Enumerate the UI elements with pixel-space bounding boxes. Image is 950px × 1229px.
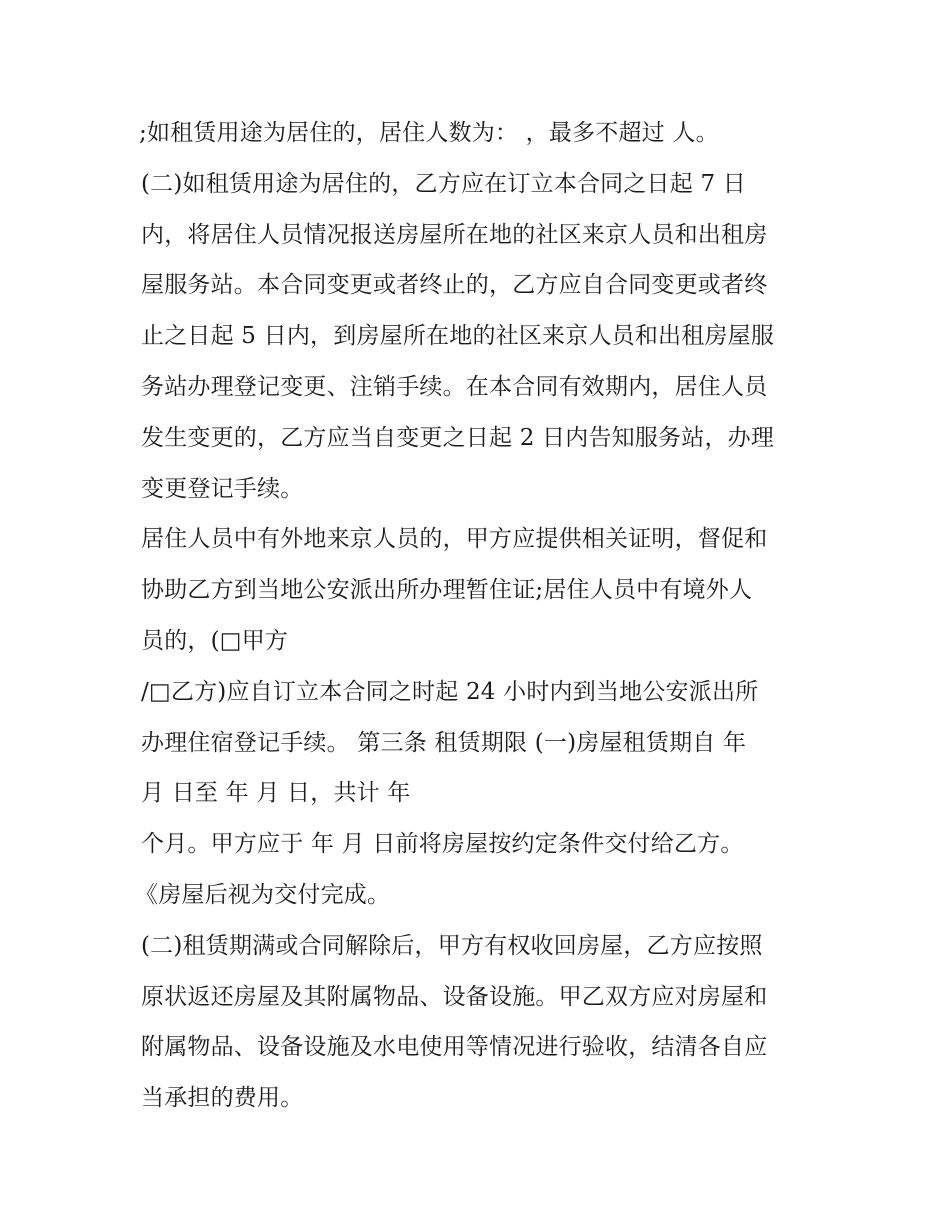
- text-line: 发生变更的，乙方应当自变更之日起 2 日内告知服务站，办理: [141, 424, 775, 451]
- text-line: 协助乙方到当地公安派出所办理暂住证;居住人员中有境外人: [141, 577, 753, 604]
- text-line: 务站办理登记变更、注销手续。在本合同有效期内，居住人员: [141, 373, 768, 400]
- text-line: 员的，(□甲方: [141, 627, 289, 654]
- text-line: ;如租赁用途为居住的，居住人数为： ，最多不超过 人。: [139, 120, 719, 146]
- text-line: (二)租赁期满或合同解除后，甲方有权收回房屋，乙方应按照: [141, 932, 763, 959]
- text-line: 原状返还房屋及其附属物品、设备设施。甲乙双方应对房屋和: [141, 983, 768, 1010]
- text-line: 内，将居住人员情况报送房屋所在地的社区来京人员和出租房: [141, 221, 768, 248]
- text-line: 个月。甲方应于 年 月 日前将房屋按约定条件交付给乙方。: [141, 831, 744, 858]
- text-line: 月 日至 年 月 日，共计 年: [141, 780, 411, 807]
- text-line: 当承担的费用。: [141, 1085, 304, 1112]
- text-line: 附属物品、设备设施及水电使用等情况进行验收，结清各自应: [141, 1034, 768, 1061]
- text-line: 屋服务站。本合同变更或者终止的，乙方应自合同变更或者终: [141, 272, 768, 299]
- text-line: 居住人员中有外地来京人员的，甲方应提供相关证明，督促和: [141, 526, 768, 553]
- text-line: (二)如租赁用途为居住的，乙方应在订立本合同之日起 7 日: [141, 170, 747, 197]
- text-line: 办理住宿登记手续。 第三条 租赁期限 (一)房屋租赁期自 年: [141, 729, 747, 756]
- text-line: 《房屋后视为交付完成。: [135, 881, 391, 908]
- text-line: 止之日起 5 日内，到房屋所在地的社区来京人员和出租房屋服: [141, 323, 775, 350]
- text-line: /□乙方)应自订立本合同之时起 24 小时内到当地公安派出所: [141, 678, 759, 705]
- contract-body-text: [135, 108, 821, 1124]
- text-line: 变更登记手续。: [141, 475, 304, 502]
